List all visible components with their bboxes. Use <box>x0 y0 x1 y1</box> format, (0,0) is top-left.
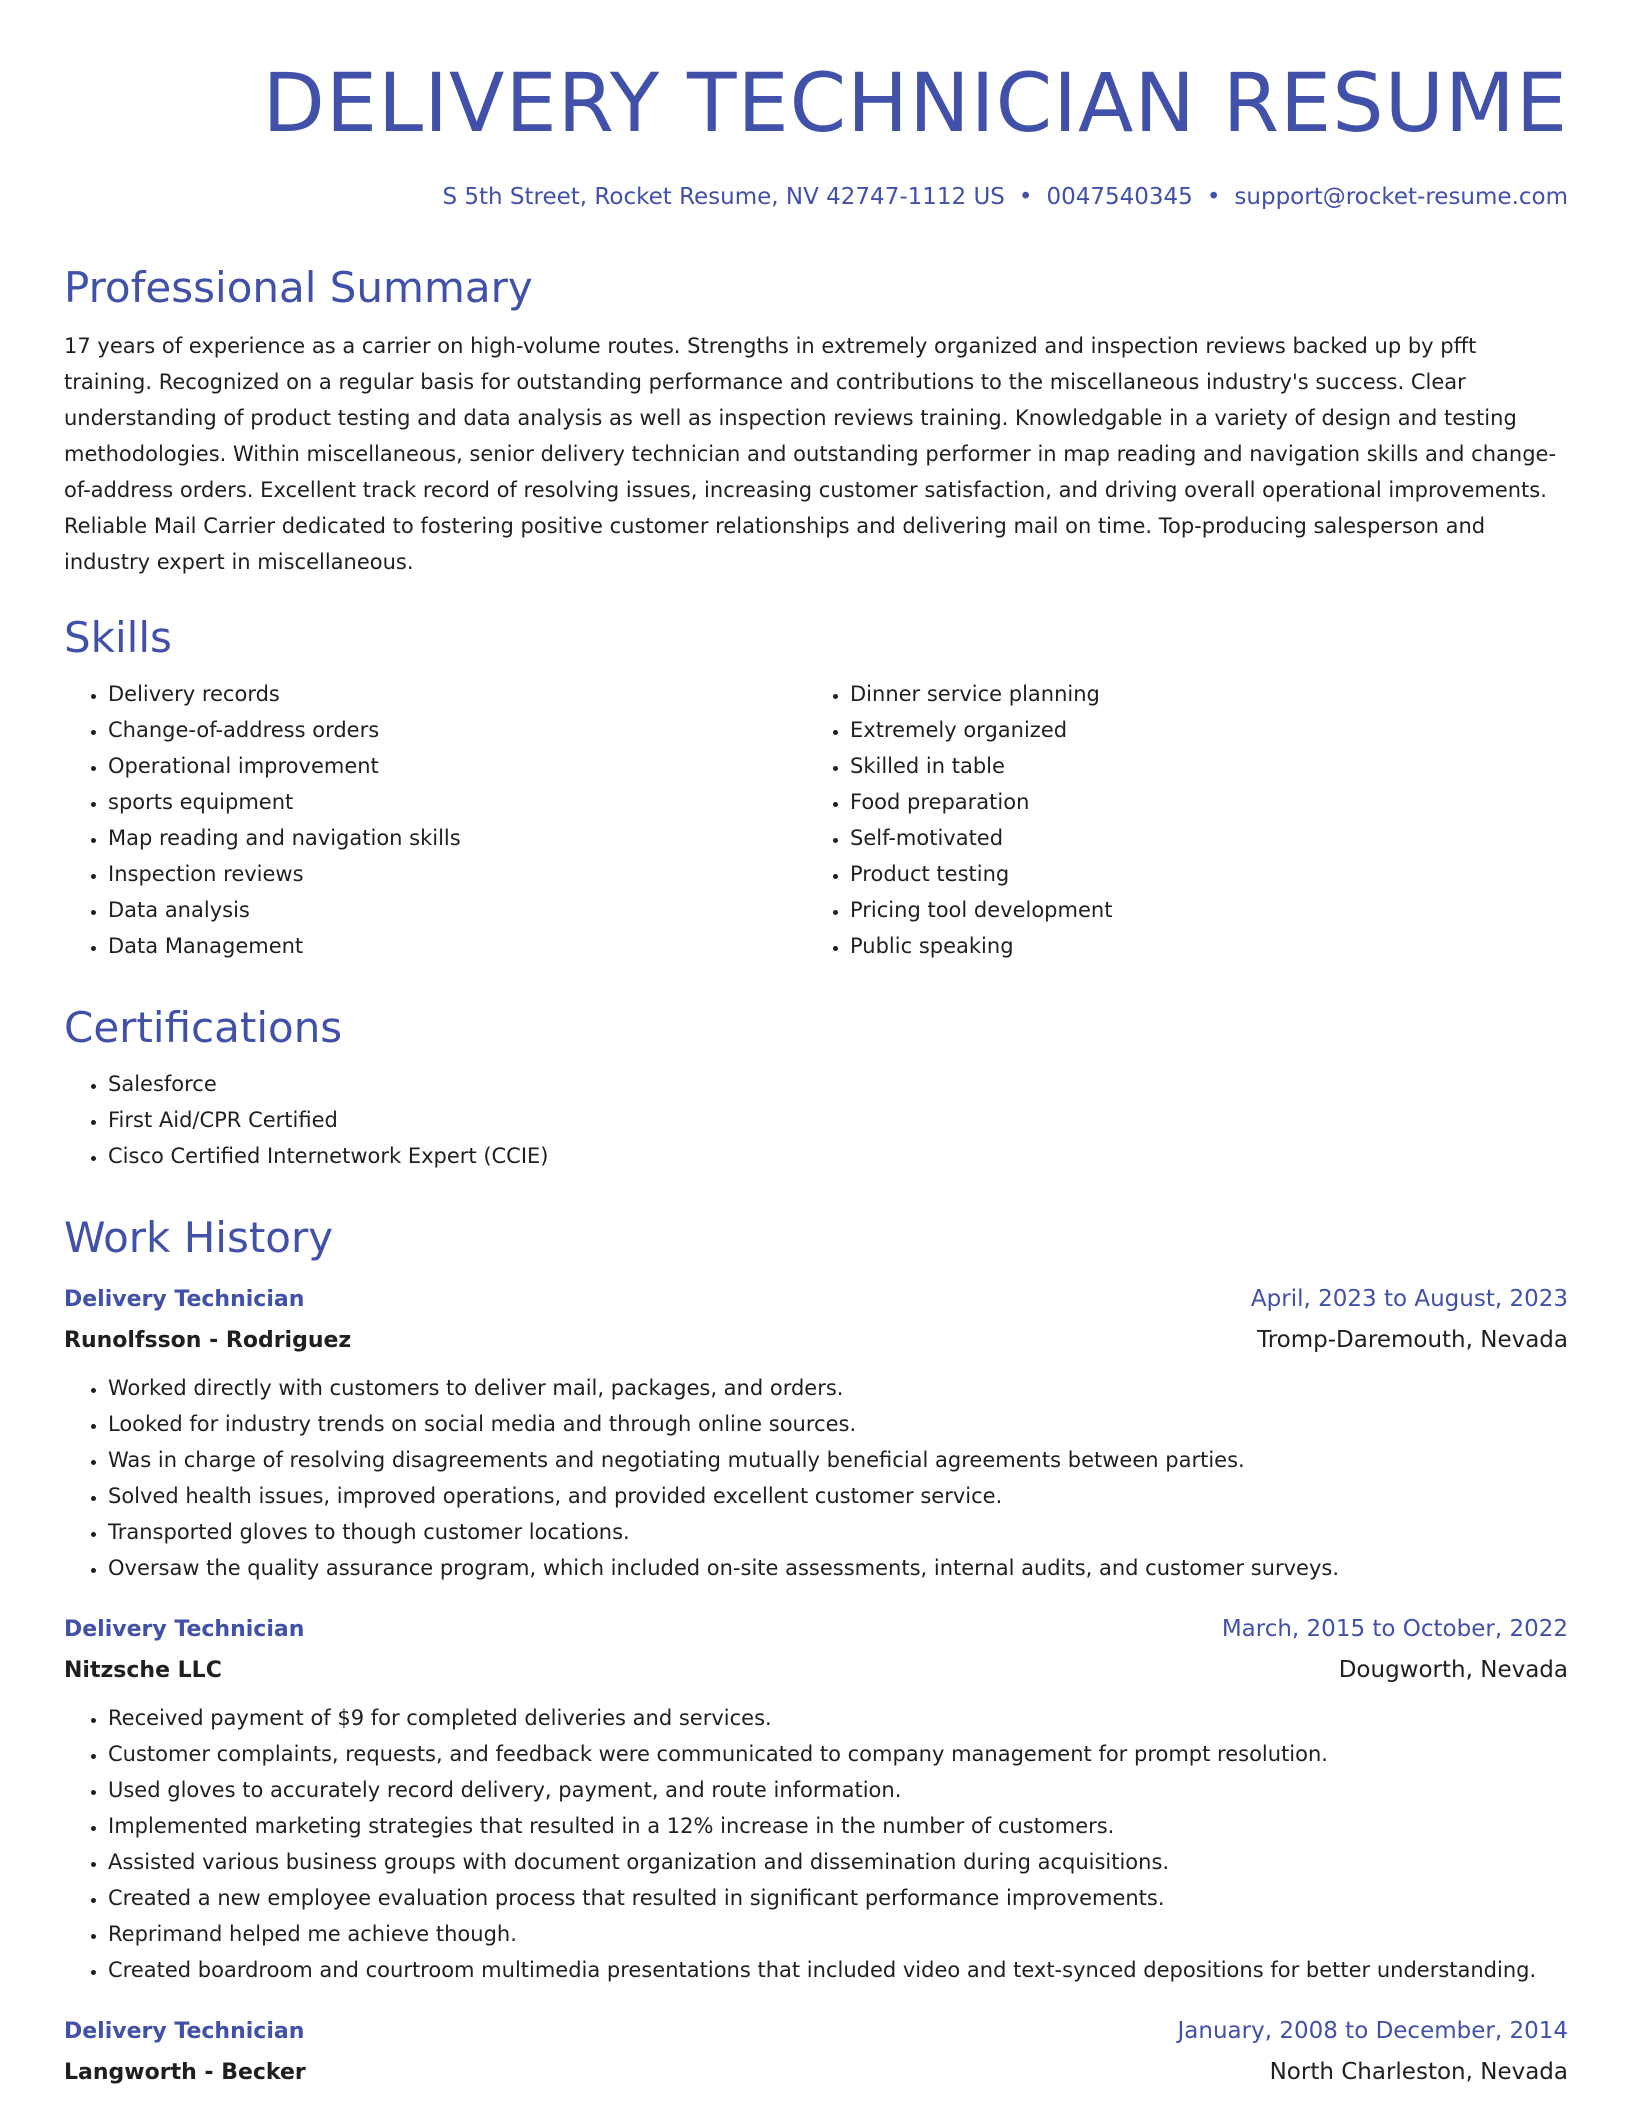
skills-section <box>64 612 1568 964</box>
skill-item: • Skilled in table <box>850 748 1548 784</box>
job-dates: March, 2015 to October, 2022 <box>1221 1616 1568 1642</box>
resume-title: DELIVERY TECHNICIAN RESUME <box>262 57 1568 151</box>
job-bullet: • Oversaw the quality assurance program, which included on-site assessments, internal audits, and customer surveys. <box>108 1550 1568 1586</box>
job-bullet: • Worked directly with customers to deliver mail, packages, and orders. <box>108 1370 1568 1406</box>
job-bullet: • Customer complaints, requests, and feedback were communicated to company management for prompt resolution. <box>108 1736 1568 1772</box>
certification-item: • First Aid/CPR Certified <box>108 1102 1568 1138</box>
skills-list-right <box>806 676 1548 964</box>
skill-item: • Data analysis <box>108 892 806 928</box>
contact-email: support@rocket-resume.com <box>1234 184 1568 210</box>
skills-list-left <box>64 676 806 964</box>
contact-separator: • <box>1206 184 1221 210</box>
section-heading-skills: Skills <box>64 613 172 662</box>
skill-item: • Public speaking <box>850 928 1548 964</box>
job-location: Dougworth, Nevada <box>1338 1657 1568 1683</box>
job-title: Delivery Technician <box>64 1617 305 1642</box>
skill-item: • Operational improvement <box>108 748 806 784</box>
job-entry <box>64 2014 1568 2090</box>
job-bullet: • Was in charge of resolving disagreements and negotiating mutually beneficial agreements between parties. <box>108 1442 1568 1478</box>
skill-item: • Delivery records <box>108 676 806 712</box>
skill-item: • Food preparation <box>850 784 1548 820</box>
job-bullet: • Created a new employee evaluation process that resulted in significant performance improvements. <box>108 1880 1568 1916</box>
job-bullet: • Received payment of $9 for completed deliveries and services. <box>108 1700 1568 1736</box>
job-bullet: • Reprimand helped me achieve though. <box>108 1916 1568 1952</box>
section-heading-certifications: Certifications <box>64 1003 343 1052</box>
summary-text: 17 years of experience as a carrier on high-volume routes. Strengths in extremely organized and inspection reviews backed up by pfft training. Recognized on a regular basis for outstanding performance and contributions to the miscellaneous industry's success. Clear understanding of product testing and data analysis as well as inspection reviews training. Knowledgable in a variety of design and testing methodologies. Within miscellaneous, senior delivery technician and outstanding performer in map reading and navigation skills and change-of-address orders. Excellent track record of resolving issues, increasing customer satisfaction, and driving overall operational improvements. Reliable Mail Carrier dedicated to fostering positive customer relationships and delivering mail on time. Top-producing salesperson and industry expert in miscellaneous. <box>64 334 1557 574</box>
job-bullet: • Solved health issues, improved operations, and provided excellent customer service. <box>108 1478 1568 1514</box>
job-company: Langworth - Becker <box>64 2060 306 2085</box>
job-bullet: • Created boardroom and courtroom multimedia presentations that included video and text-synced depositions for better understanding. <box>108 1952 1568 1988</box>
job-company: Nitzsche LLC <box>64 1658 222 1683</box>
skill-item: • Data Management <box>108 928 806 964</box>
job-title: Delivery Technician <box>64 1287 305 1312</box>
job-bullet: • Looked for industry trends on social media and through online sources. <box>108 1406 1568 1442</box>
job-dates: April, 2023 to August, 2023 <box>1250 1286 1568 1312</box>
job-entry <box>64 1282 1568 1586</box>
job-location: North Charleston, Nevada <box>1269 2059 1568 2085</box>
job-dates: January, 2008 to December, 2014 <box>1177 2018 1568 2044</box>
certifications-list <box>64 1066 1568 1174</box>
certification-item: • Salesforce <box>108 1066 1568 1102</box>
contact-line <box>442 182 1568 212</box>
contact-address: S 5th Street, Rocket Resume, NV 42747-1112 US <box>442 184 1005 210</box>
skill-item: • Inspection reviews <box>108 856 806 892</box>
skill-item: • Product testing <box>850 856 1548 892</box>
work-history-section <box>64 1212 1568 2090</box>
skill-item: • Change-of-address orders <box>108 712 806 748</box>
section-heading-summary: Professional Summary <box>64 263 533 312</box>
job-bullet: • Used gloves to accurately record delivery, payment, and route information. <box>108 1772 1568 1808</box>
job-entry <box>64 1612 1568 1988</box>
job-company-row <box>64 1653 1568 1688</box>
contact-separator: • <box>1018 184 1033 210</box>
job-company-row <box>64 1323 1568 1358</box>
job-company-row <box>64 2055 1568 2090</box>
skill-item: • Self-motivated <box>850 820 1548 856</box>
job-bullet: • Transported gloves to though customer locations. <box>108 1514 1568 1550</box>
certification-item: • Cisco Certified Internetwork Expert (CCIE) <box>108 1138 1568 1174</box>
job-bullet-list <box>64 1700 1568 1988</box>
job-header-row <box>64 1612 1568 1647</box>
job-title: Delivery Technician <box>64 2019 305 2044</box>
contact-phone: 0047540345 <box>1046 184 1193 210</box>
skill-item: • Map reading and navigation skills <box>108 820 806 856</box>
job-location: Tromp-Daremouth, Nevada <box>1257 1327 1568 1353</box>
skill-item: • Extremely organized <box>850 712 1548 748</box>
skill-item: • Dinner service planning <box>850 676 1548 712</box>
job-bullet-list <box>64 1370 1568 1586</box>
skills-columns <box>64 676 1568 964</box>
professional-summary-section <box>64 262 1568 580</box>
skill-item: • Pricing tool development <box>850 892 1548 928</box>
job-bullet: • Implemented marketing strategies that resulted in a 12% increase in the number of customers. <box>108 1808 1568 1844</box>
certifications-section <box>64 1002 1568 1174</box>
job-header-row <box>64 1282 1568 1317</box>
section-heading-work: Work History <box>64 1213 334 1262</box>
job-header-row <box>64 2014 1568 2049</box>
job-bullet: • Assisted various business groups with document organization and dissemination during acquisitions. <box>108 1844 1568 1880</box>
job-company: Runolfsson - Rodriguez <box>64 1328 352 1353</box>
skill-item: • sports equipment <box>108 784 806 820</box>
